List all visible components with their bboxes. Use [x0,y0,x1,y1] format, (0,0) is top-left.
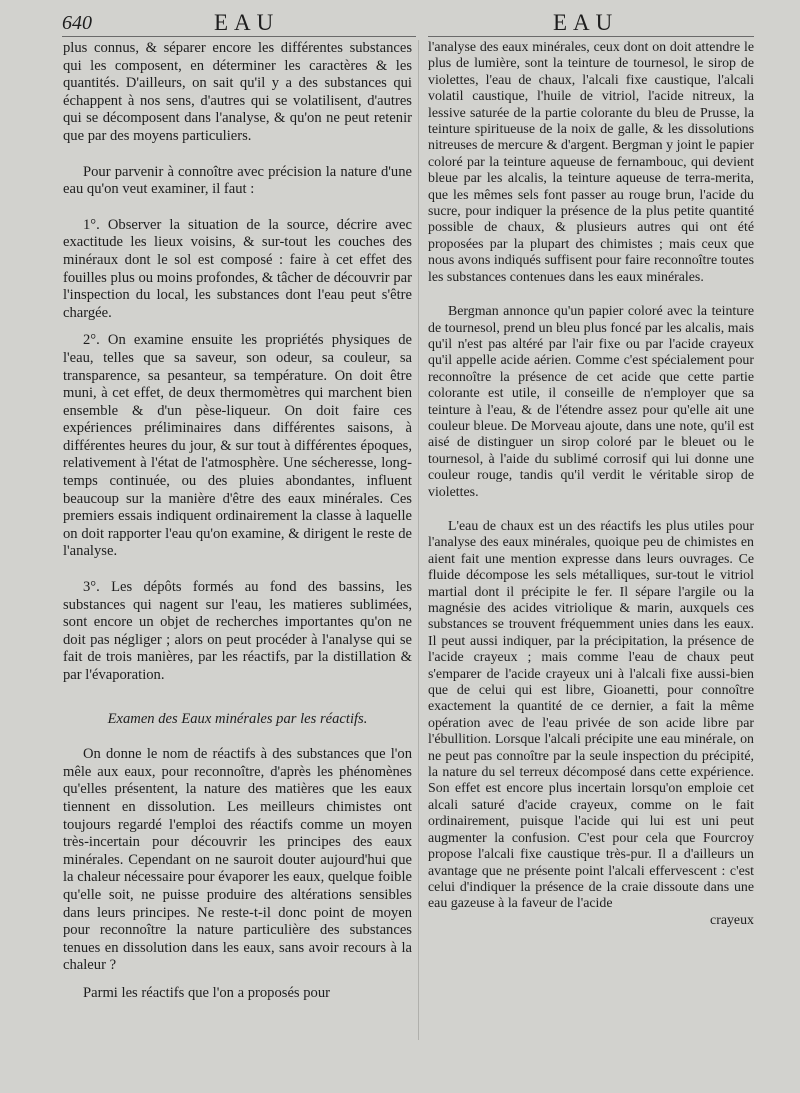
catchword: crayeux [710,912,754,928]
page-number: 640 [62,12,92,34]
section-heading: Examen des Eaux minérales par les réactifs. [107,710,368,727]
paragraph: plus connus, & séparer encore les différentes substances qui les composent, en déterminer les caractères & les quantités. D'ailleurs, on sait qu'il y a des substances qui échappent à nos sens, d'autres qui se volatilisent, d'autres qui se décomposent dans l'analyse, & qu'on ne peut retenir que par des moyens particuliers. [63,40,412,144]
paragraph: On donne le nom de réactifs à des substances que l'on mêle aux eaux, pour reconnoître, d'après les phénomènes qu'elles présentent, la nature des matières que les eaux tiennent en dissolution. Les meilleurs chimistes ont toujours regardé l'emploi des réactifs comme un moyen très-incertain pour découvrir les principes des eaux minérales. Cependant on ne sauroit douter aujourd'hui que la chaleur nécessaire pour évaporer les eaux, quelque foible qu'elle soit, ne puisse produire des altérations sensibles dans leurs principes. Ne reste-t-il donc point de moyen pour reconnoître la nature particulière des substances tenues en dissolution dans les eaux, sans avoir recours à la chaleur ? [63,746,412,974]
paragraph: L'eau de chaux est un des réactifs les plus utiles pour l'analyse des eaux minérales, quoique peu de chimistes en aient fait une mention expresse dans leurs ouvrages. Ce fluide décompose les sels métalliques, sur-tout le vitriol martial dont il précipite le fer. Il sépare l'argile ou la magnésie des acides vitriolique & marin, auxquels ces substances se trouvent fréquemment unies dans les eaux. Il peut aussi indiquer, par la précipitation, la présence de l'acide crayeux ; mais comme l'eau de chaux peut s'emparer de l'acide crayeux uni à l'alcali fixe aussi-bien que de celui qui est libre, Gioanetti, pour connoître exactement la quantité de ce dernier, a fait la même opération avec de l'eau privée de son acide libre par l'ébullition. Lorsque l'alcali précipite une eau minérale, on ne peut pas connoître par la seule inspection du précipité, la nature du sel terreux décomposé dans cette expérience. Son effet est encore plus incertain lorsqu'on emploie cet alcali saturé d'acide crayeux, comme on le fait ordinairement, puisque l'acide qui lui est uni peut augmenter la confusion. C'est pour cela que Fourcroy propose l'alcali fixe caustique très-pur. Il a d'ailleurs un avantage que ne présente point l'alcali effervescent : c'est celui d'indiquer la présence de la craie dissoute dans une eau gazeuse à la faveur de l'acide [428,518,754,912]
header-rule-left [62,36,416,37]
paragraph: 1°. Observer la situation de la source, décrire avec exactitude les lieux voisins, & sur-tout les couches des minéraux dont le sol est composé : faire à cet effet des fouilles plus ou moins profondes, & tâcher de découvrir par l'inspection du local, les substances dont l'eau peut s'être chargée. [63,216,412,321]
column-divider [418,40,419,1040]
running-head-right: EAU [553,10,619,35]
page-header [0,8,800,38]
paragraph: Bergman annonce qu'un papier coloré avec la teinture de tournesol, prend un bleu plus foncé par les alcalis, mais qu'il n'est pas altéré par l'air fixe ou par l'acide crayeux qu'il appelle acide aérien. Comme c'est spécialement pour reconnoître la présence de cet acide que cette partie colorante est utile, il conseille de n'employer que sa teinture à l'eau, & de l'étendre assez pour qu'elle ait une couleur bleue. De Morveau ajoute, dans une note, qu'il est aisé de distinguer un sirop coloré par le bleuet ou le tournesol, à l'aide du sublimé corrosif qui lui donne une couleur rouge, tandis qu'il verdit le véritable sirop de violettes. [428,304,754,500]
running-head-left: EAU [214,10,280,35]
header-rule-right [428,36,754,37]
paragraph: 2°. On examine ensuite les propriétés physiques de l'eau, telles que sa saveur, son odeur, sa couleur, sa transparence, sa pesanteur, sa température. On doit être muni, à cet effet, de deux thermomètres qui marchent bien ensemble & d'un pèse-liqueur. On doit faire ces expériences préliminaires dans différentes saisons, à différentes heures du jour, & sur tout à différentes époques, relativement à l'état de l'atmosphère. Une sécheresse, long-temps continuée, ou des pluies abondantes, influent beaucoup sur la manière d'être des eaux minérales. Ces premiers essais indiquent ordinairement la classe à laquelle on doit rapporter l'eau qu'on examine, & dirigent le reste de l'analyse. [63,332,412,560]
paragraph: Pour parvenir à connoître avec précision la nature d'une eau qu'on veut examiner, il faut : [63,163,412,198]
right-column [428,40,754,929]
paragraph: Parmi les réactifs que l'on a proposés pour [83,984,331,1001]
left-column [63,40,412,1003]
paragraph: l'analyse des eaux minérales, ceux dont on doit attendre le plus de lumière, sont la teinture de tournesol, le sirop de violettes, l'eau de chaux, l'alcali fixe caustique, l'alcali volatil caustique, l'huile de vitriol, l'acide nitreux, la lessive saturée de la partie colorante du bleu de Prusse, la teinture spiritueuse de la noix de galle, & les dissolutions nitreuses de mercure & d'argent. Bergman y joint le papier coloré par la teinture aqueuse de fernambouc, qui devient bleue par les alcalis, la teinture aqueuse de terra-merita, que les mêmes sels font passer au rouge brun, l'acide du sucre, pour indiquer la présence de la plus petite quantité possible de chaux, & plusieurs autres qui ont été proposées par la plupart des chimistes ; mais ceux que nous avons indiqués suffisent pour faire reconnoître toutes les substances contenues dans les eaux minérales. [428,40,754,285]
paragraph: 3°. Les dépôts formés au fond des bassins, les substances qui nagent sur l'eau, les matieres sublimées, sont encore un objet de recherches importantes qu'on ne doit pas négliger ; alors on peut procéder à l'analyse qui se fait de trois manières, par les réactifs, par la distillation & par l'évaporation. [63,579,412,683]
